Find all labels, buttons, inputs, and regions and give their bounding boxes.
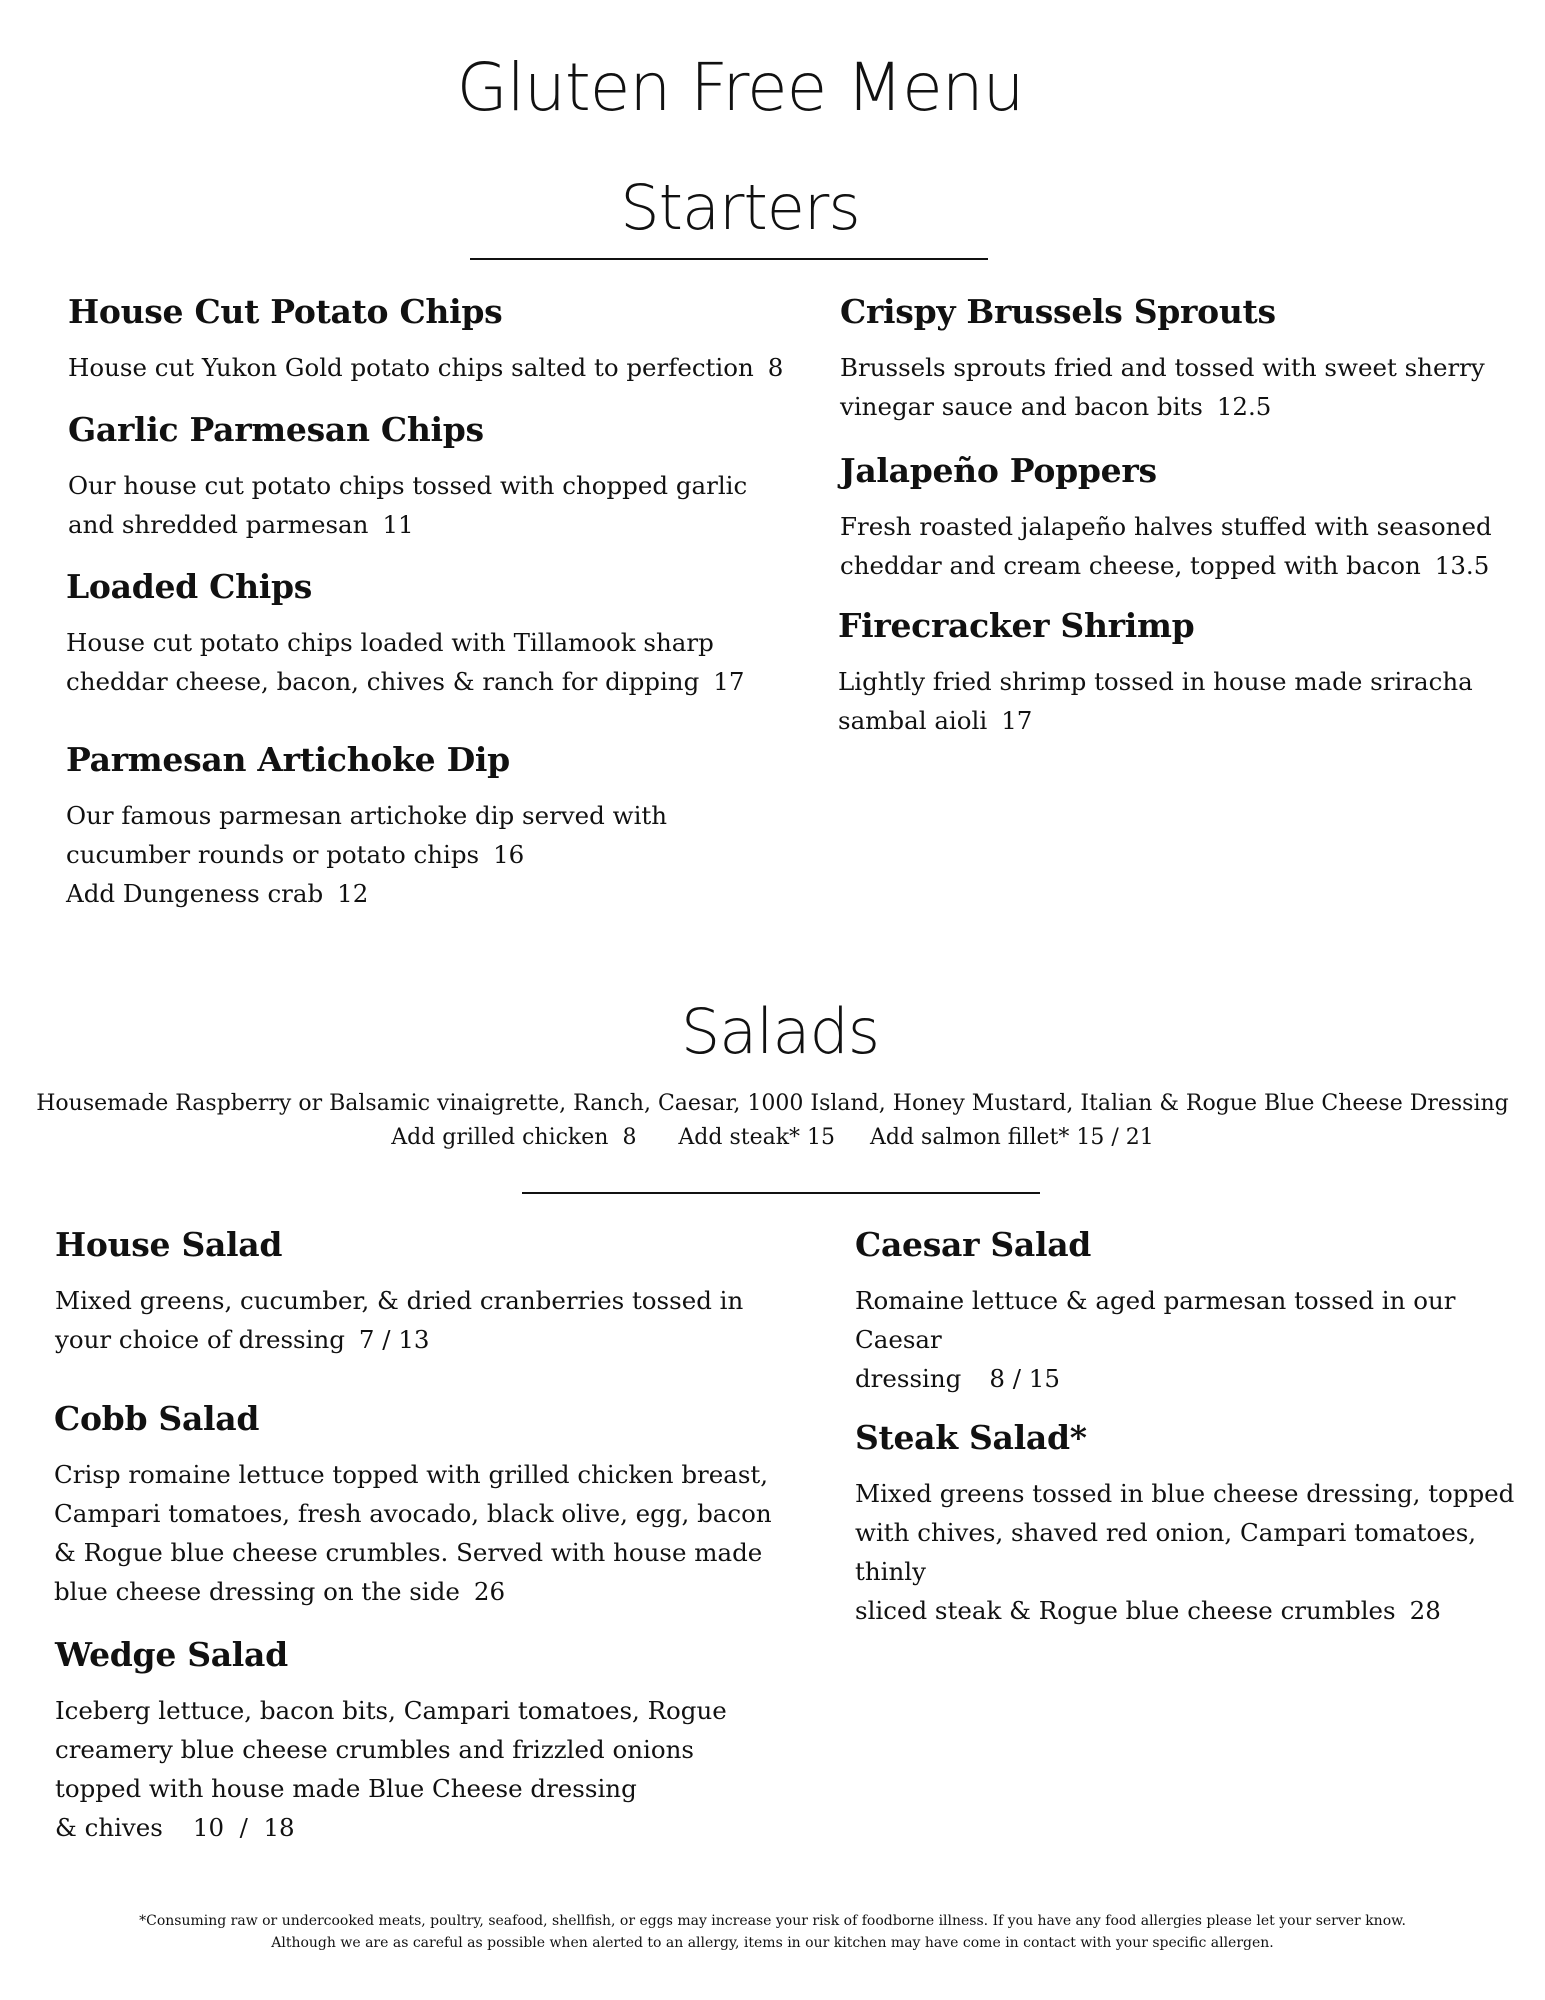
item-addon: Add Dungeness crab — [66, 879, 324, 908]
item-price: 7 / 13 — [358, 1325, 430, 1354]
item-description: House cut potato chips loaded with Tillamook sharp cheddar cheese, bacon, chives & ranch for dipping 17 — [66, 628, 745, 696]
item-name: Loaded Chips — [66, 567, 313, 606]
item-price: 26 — [473, 1577, 506, 1606]
item-price: 17 — [713, 667, 745, 696]
salad-addons: Add grilled chicken 8 Add steak* 15 Add salmon fillet* 15 / 21 — [391, 1125, 1154, 1150]
item-addon-price: 12 — [337, 879, 369, 908]
item-description: Brussels sprouts fried and tossed with sweet sherry vinegar sauce and bacon bits 12.5 — [840, 353, 1485, 421]
item-description: Mixed greens tossed in blue cheese dressing, topped with chives, shaved red onion, Campari tomatoes, thinly sliced steak & Rogue blue cheese crumbles 28 — [855, 1479, 1515, 1625]
menu-item — [55, 1225, 743, 1359]
item-name: Cobb Salad — [54, 1399, 260, 1438]
menu-item — [840, 292, 1485, 426]
item-name: Steak Salad* — [855, 1418, 1087, 1457]
menu-item — [840, 451, 1492, 585]
menu-item — [838, 606, 1473, 740]
item-price: 12.5 — [1216, 392, 1272, 421]
menu-item — [66, 740, 667, 913]
item-name: Caesar Salad — [855, 1225, 1092, 1264]
menu-item — [68, 410, 747, 544]
item-price: 16 — [493, 840, 525, 869]
starters-divider — [470, 258, 988, 260]
item-description: Fresh roasted jalapeño halves stuffed with seasoned cheddar and cream cheese, topped with bacon 13.5 — [840, 512, 1492, 580]
menu-item — [55, 1635, 727, 1847]
menu-item — [855, 1225, 1545, 1398]
item-name: Garlic Parmesan Chips — [68, 410, 484, 449]
menu-item — [66, 567, 744, 701]
item-name: House Salad — [55, 1225, 283, 1264]
item-description: Lightly fried shrimp tossed in house made sriracha sambal aioli 17 — [838, 667, 1473, 735]
item-price: 13.5 — [1434, 551, 1490, 580]
disclaimer-line: *Consuming raw or undercooked meats, poultry, seafood, shellfish, or eggs may increase your risk of foodborne illness. If you have any food allergies please let your server know. — [139, 1913, 1406, 1929]
item-description: Crisp romaine lettuce topped with grilled chicken breast, Campari tomatoes, fresh avocado, black olive, egg, bacon & Rogue blue cheese crumbles. Served with house made blue cheese dressing on the side 26 — [54, 1460, 772, 1606]
disclaimer-line: Although we are as careful as possible when alerted to an allergy, items in our kitchen may have come in contact with your specific allergen. — [271, 1935, 1274, 1951]
item-name: Firecracker Shrimp — [838, 606, 1195, 645]
item-name: Wedge Salad — [55, 1635, 288, 1674]
item-name: Parmesan Artichoke Dip — [66, 740, 510, 779]
page-title: Gluten Free Menu — [456, 49, 1024, 126]
item-description: Mixed greens, cucumber, & dried cranberries tossed in your choice of dressing 7 / 13 — [55, 1286, 744, 1354]
item-name: Jalapeño Poppers — [840, 451, 1157, 490]
salads-divider — [522, 1192, 1040, 1194]
item-price: 8 — [767, 353, 784, 382]
starters-heading: Starters — [620, 171, 860, 244]
item-price: 11 — [382, 510, 414, 539]
item-description: Our house cut potato chips tossed with chopped garlic and shredded parmesan 11 — [68, 471, 748, 539]
item-description: House cut Yukon Gold potato chips salted to perfection 8 — [68, 353, 784, 382]
item-name: Crispy Brussels Sprouts — [840, 292, 1276, 331]
item-price: 17 — [1001, 706, 1033, 735]
item-price: 8 / 15 — [989, 1364, 1060, 1393]
menu-item — [855, 1418, 1545, 1630]
item-price: 28 — [1409, 1596, 1441, 1625]
allergy-disclaimer — [0, 1910, 1545, 1954]
item-description: Romaine lettuce & aged parmesan tossed in our Caesar dressing 8 / 15 — [855, 1286, 1456, 1393]
menu-item — [54, 1399, 772, 1611]
item-price: 10 / 18 — [192, 1813, 295, 1842]
item-description: Iceberg lettuce, bacon bits, Campari tomatoes, Rogue creamery blue cheese crumbles and frizzled onions topped with house made Blue Cheese dressing & chives 10 / 18 — [55, 1696, 727, 1842]
menu-item — [68, 292, 783, 387]
item-name: House Cut Potato Chips — [68, 292, 503, 331]
salads-heading: Salads — [680, 995, 880, 1068]
dressing-options: Housemade Raspberry or Balsamic vinaigrette, Ranch, Caesar, 1000 Island, Honey Mustard, Italian & Rogue Blue Cheese Dressing — [36, 1091, 1509, 1116]
item-description: Our famous parmesan artichoke dip served with cucumber rounds or potato chips 16 Add Dungeness crab 12 — [66, 801, 668, 908]
